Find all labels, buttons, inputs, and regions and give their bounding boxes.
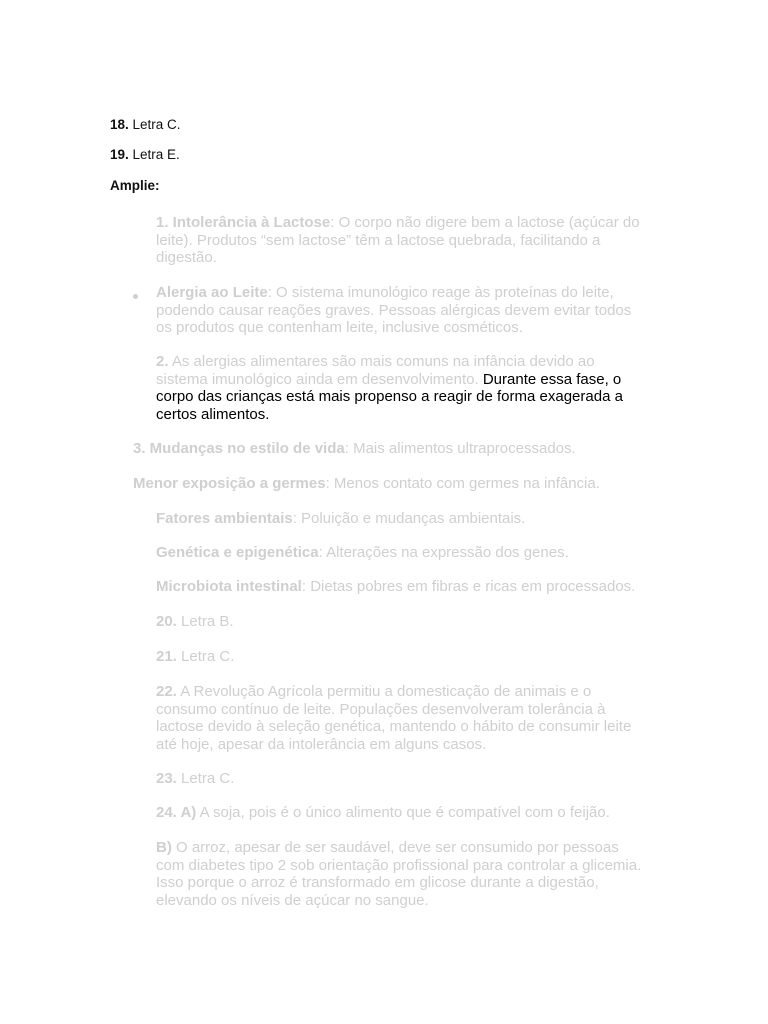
answer-21 [156,648,650,666]
answer-text: A soja, pois é o único alimento que é compatível com o feijão. [196,804,610,821]
answer-number: 23. [156,770,177,787]
item-exposicao-germes [133,475,653,493]
item-term: 3. Mudanças no estilo de vida [133,440,345,457]
bullet-dot [133,294,138,299]
item-text: : Poluição e mudanças ambientais. [292,510,526,527]
item-3-estilo-de-vida [133,440,653,458]
item-text: : Menos contato com germes na infância. [325,475,600,492]
item-text: : Dietas pobres em fibras e ricas em processados. [301,578,636,595]
answer-number: 19. [110,147,129,162]
answer-text: Letra C. [176,648,235,665]
answer-22 [156,683,650,753]
answer-number: 21. [156,648,177,665]
answer-number: 22. [156,683,177,700]
answer-18 [110,116,181,134]
item-term: Alergia ao Leite [156,284,268,301]
answer-23 [156,770,650,788]
item-text: As alergias alimentares são mais comuns na infância devido ao sistema imunológico ainda em desenvolvimento. [156,353,595,388]
item-alergia [156,284,650,337]
item-term: 2. [156,353,169,370]
item-term: 1. Intolerância à Lactose [156,214,331,231]
item-term: Fatores ambientais [156,510,293,527]
item-term: Menor exposição a germes [133,475,326,492]
answer-number: 20. [156,613,177,630]
item-2-alergias-infancia [156,353,650,423]
item-text: : Mais alimentos ultraprocessados. [344,440,576,457]
answer-24b [156,839,650,909]
answer-text: Letra C. [176,770,235,787]
answer-24a [156,804,650,822]
item-microbiota [156,578,650,596]
answer-number: 24. A) [156,804,197,821]
highlighted-text: Durante essa fase, o corpo das crianças está mais propenso a reagir de forma exagerada a certos alimentos. [156,370,623,423]
answer-text: Letra E. [128,147,180,162]
item-term: Microbiota intestinal [156,578,302,595]
item-genetica [156,544,650,562]
answer-number: 18. [110,117,129,132]
answer-text: Letra B. [176,613,234,630]
answer-text: O arroz, apesar de ser saudável, deve ser consumido por pessoas com diabetes tipo 2 sob orientação profissional para controlar a glicemia. Isso porque o arroz é transformado em glicose durante a digestão, elevando os níveis de açúcar no sangue. [156,839,642,909]
item-text: : Alterações na expressão dos genes. [318,544,569,561]
answer-20 [156,613,650,631]
item-text: : O corpo não digere bem a lactose (açúcar do leite). Produtos “sem lactose” têm a lactose quebrada, facilitando a digestão. [156,214,640,266]
amplie-heading: Amplie: [110,178,160,193]
answer-text: A Revolução Agrícola permitiu a domesticação de animais e o consumo contínuo de leite. Populações desenvolveram tolerância à lactose devido à seleção genética, mantendo o hábito de consumir leite até hoje, apesar da intolerância em alguns casos. [156,683,632,753]
item-term: Genética e epigenética [156,544,319,561]
answer-number: B) [156,839,172,856]
answer-text: Letra C. [128,117,181,132]
answer-19 [110,146,180,164]
item-intolerancia [156,214,650,267]
item-text: : O sistema imunológico reage às proteínas do leite, podendo causar reações graves. Pessoas alérgicas devem evitar todos os produtos que contenham leite, inclusive cosméticos. [156,284,632,336]
item-fatores-ambientais [156,510,650,528]
